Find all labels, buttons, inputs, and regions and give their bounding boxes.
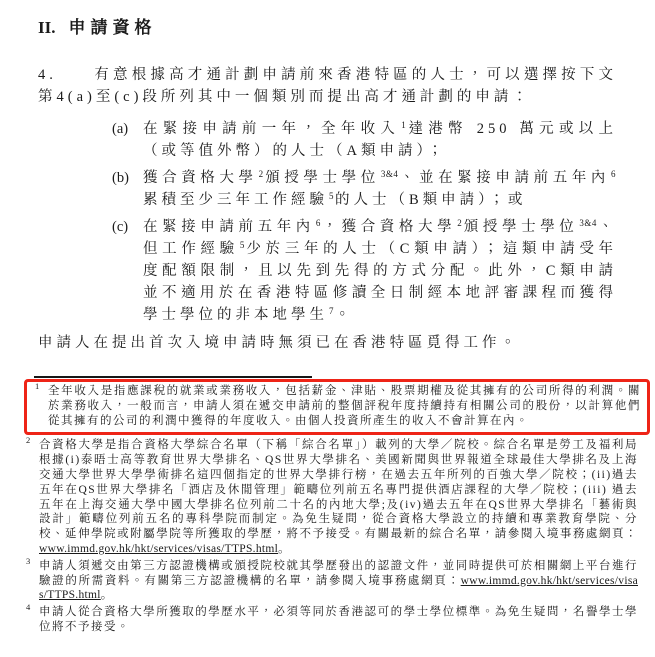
paragraph-4: 4. 有意根據高才通計劃申請前來香港特區的人士，可以選擇按下文第4(a)至(c)段所列其中一個類別而提出高才通計劃的申請： [38,67,617,105]
item-b-text: 獲合資格大學$^2$頒授學士學位$^{3\&4}$、並在緊接申請前五年內$^6$累積至少三年工作經驗$^5$的人士（B類申請）；或 [143,169,617,208]
footnote-ref-sup: 5 [239,240,245,251]
footnote-1-number: 1 [35,381,40,391]
footnote-2 [26,435,638,556]
item-c-text: 在緊接申請前五年內$^6$，獲合資格大學$^2$頒授學士學位$^{3\&4}$、但工作經驗$^5$少於三年的人士（C類申請）；這類申請受年度配額限制，且以先到先得的方式分配。此外，C類申請並不適用於在香港特區修讀全日制經本地評審課程而獲得學士學位的非本地學生$^7$。 [143,218,618,323]
footnote-ref-sup: 2 [457,218,463,229]
footnote-ref-sup: 7 [329,306,334,317]
footnote-1 [35,381,641,428]
closing-paragraph: 申請人在提出首次入境申請時無須已在香港特區覓得工作。 [38,335,519,351]
red-annotation-box [24,379,650,435]
item-b [112,167,617,211]
footnote-4 [26,602,638,635]
immd-link[interactable]: www.immd.gov.hk/hkt/services/visas/TTPS.html [39,542,279,555]
immd-link[interactable]: www.immd.gov.hk/hkt/services/visas/TTPS.html [39,574,638,602]
item-a [112,118,617,162]
footnote-ref-sup: 1 [401,120,407,131]
eligibility-items [112,118,617,326]
section-number: II. [38,18,56,37]
footnote-ref-sup: 2 [258,169,264,180]
footnote-4-text: 申請人從合資格大學所獲取的學歷水平，必須等同於香港認可的學士學位標準。為免生疑問，名譽學士學位將不予接受。 [39,606,638,633]
section-title [38,13,617,38]
footnote-2-number: 2 [26,435,31,446]
footnote-4-number: 4 [26,602,31,613]
footnote-3 [26,555,638,603]
footnote-3-number: 3 [26,555,31,566]
item-c [112,216,617,326]
footnote-3-text: 申請人須遞交由第三方認證機構或頒授院校就其學歷發出的認證文件，並同時提供可於相關網上平台進行驗證的所需資料。有關第三方認證機構的名單，請參閱入境事務處網頁：www.immd.gov.hk/hkt/services/visas/TTPS.html。 [39,559,638,602]
footnote-ref-sup: 6 [611,169,617,180]
footnote-1-text: 全年收入是指應課稅的就業或業務收入，包括薪金、津貼、股票期權及從其擁有的公司所得的利潤。關於業務收入，一般而言，申請人須在遞交申請前的整個評稅年度持續持有相關公司的股份，以計算他們從其擁有的公司的利潤中獲得的年度收入。由個人投資所產生的收入不會計算在內。 [48,385,641,427]
footnote-separator [34,376,312,378]
footnote-ref-sup: 6 [315,218,321,229]
item-a-label: (a) [112,121,129,137]
footnote-ref-sup: 5 [329,191,334,202]
section-title-text: 申請資格 [68,18,157,37]
item-b-label: (b) [112,170,129,186]
item-c-label: (c) [112,219,129,235]
footnote-ref-sup: 3&4 [579,218,597,229]
item-a-text: 在緊接申請前一年，全年收入$^1$達港幣 250 萬元或以上（或等值外幣）的人士（A類申請）； [143,120,618,159]
footnote-2-text: 合資格大學是指合資格大學綜合名單（下稱「綜合名單」）載列的大學／院校。綜合名單是勞工及福利局根據(i)泰晤士高等教育世界大學排名、QS世界大學排名、美國新聞與世界報道全球最佳大學排名及上海交通大學世界大學學術排名這四個指定的世界大學排行榜，在過去五年所列的百強大學／院校；(ii)過去五年在QS世界大學排名「酒店及休閒管理」範疇位列前五名專門提供酒店課程的大學／院校；(iii) 過去五年在上海交通大學中國大學排名位列前二十名的內地大學;及(iv)過去五年在QS世界大學排名「藝術與設計」範疇位列前五名的專科學院而制定。為免生疑問，從合資格大學設立的持續和專業教育學院、分校、延伸學院或附屬學院等所獲取的學歷，將不予接受。有關最新的綜合名單，請參閱入境事務處網頁：www.immd.gov.hk/hkt/services/visas/TTPS.html。 [39,439,638,555]
footnotes-section [26,376,641,635]
footnote-ref-sup: 3&4 [380,169,399,180]
